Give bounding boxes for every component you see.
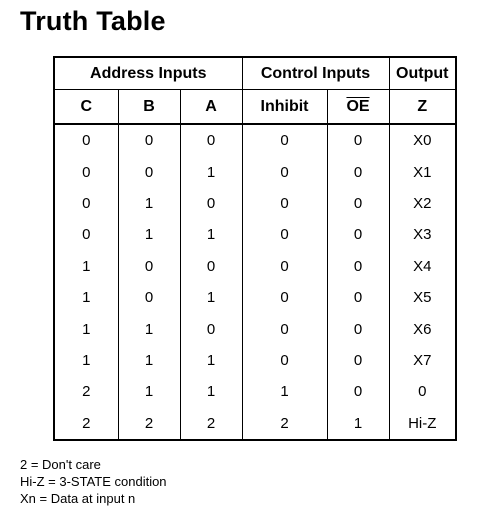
- table-row: [54, 376, 456, 407]
- cell-inhibit: 2: [242, 408, 327, 440]
- cell-a: 0: [180, 251, 242, 282]
- cell-z: X4: [389, 251, 456, 282]
- truth-table: [53, 56, 457, 441]
- cell-oe: 0: [327, 282, 389, 313]
- cell-c: 0: [54, 156, 118, 187]
- cell-b: 1: [118, 219, 180, 250]
- cell-c: 0: [54, 188, 118, 219]
- cell-z: X0: [389, 124, 456, 156]
- footnotes: [20, 456, 167, 507]
- cell-a: 2: [180, 408, 242, 440]
- column-header-a: A: [180, 90, 242, 125]
- column-header-inhibit: Inhibit: [242, 90, 327, 125]
- cell-z: X6: [389, 313, 456, 344]
- table-row: [54, 156, 456, 187]
- cell-a: 1: [180, 376, 242, 407]
- cell-b: 0: [118, 124, 180, 156]
- cell-a: 0: [180, 313, 242, 344]
- cell-c: 1: [54, 251, 118, 282]
- table-row: [54, 188, 456, 219]
- page-title: Truth Table: [20, 6, 166, 36]
- cell-z: X7: [389, 345, 456, 376]
- table-row: [54, 408, 456, 440]
- cell-z: X2: [389, 188, 456, 219]
- cell-a: 1: [180, 156, 242, 187]
- cell-z: X1: [389, 156, 456, 187]
- cell-a: 1: [180, 345, 242, 376]
- footnote-hi-z: Hi-Z = 3-STATE condition: [20, 474, 167, 489]
- cell-a: 1: [180, 219, 242, 250]
- cell-b: 2: [118, 408, 180, 440]
- column-header-oe: $\overline{OE}$: [327, 90, 389, 125]
- column-header-c: C: [54, 90, 118, 125]
- group-header-control-inputs: Control Inputs: [242, 57, 389, 90]
- cell-inhibit: 0: [242, 313, 327, 344]
- cell-b: 1: [118, 376, 180, 407]
- cell-b: 0: [118, 251, 180, 282]
- cell-inhibit: 0: [242, 156, 327, 187]
- cell-c: 1: [54, 282, 118, 313]
- cell-c: 1: [54, 313, 118, 344]
- cell-b: 1: [118, 345, 180, 376]
- table-row: [54, 251, 456, 282]
- cell-oe: 0: [327, 219, 389, 250]
- cell-b: 0: [118, 282, 180, 313]
- column-header-z: Z: [389, 90, 456, 125]
- cell-oe: 0: [327, 345, 389, 376]
- cell-oe: 0: [327, 251, 389, 282]
- cell-c: 1: [54, 345, 118, 376]
- table-row: [54, 124, 456, 156]
- cell-c: 0: [54, 219, 118, 250]
- cell-c: 2: [54, 376, 118, 407]
- cell-z: 0: [389, 376, 456, 407]
- cell-a: 1: [180, 282, 242, 313]
- cell-oe: 0: [327, 376, 389, 407]
- cell-b: 1: [118, 313, 180, 344]
- table-row: [54, 313, 456, 344]
- footnote-xn: Xn = Data at input n: [20, 491, 136, 506]
- footnote-dont-care: 2 = Don't care: [20, 457, 101, 472]
- cell-b: 1: [118, 188, 180, 219]
- cell-b: 0: [118, 156, 180, 187]
- group-header-address-inputs: Address Inputs: [54, 57, 242, 90]
- cell-oe: 0: [327, 124, 389, 156]
- cell-c: 2: [54, 408, 118, 440]
- column-header-b: B: [118, 90, 180, 125]
- table-row: [54, 282, 456, 313]
- cell-a: 0: [180, 124, 242, 156]
- cell-c: 0: [54, 124, 118, 156]
- table-row: [54, 345, 456, 376]
- cell-oe: 0: [327, 188, 389, 219]
- cell-inhibit: 0: [242, 282, 327, 313]
- cell-z: X3: [389, 219, 456, 250]
- cell-oe: 0: [327, 156, 389, 187]
- group-header-output: Output: [389, 57, 456, 90]
- cell-inhibit: 0: [242, 251, 327, 282]
- table-body: [54, 124, 456, 440]
- cell-inhibit: 1: [242, 376, 327, 407]
- cell-z: X5: [389, 282, 456, 313]
- cell-oe: 0: [327, 313, 389, 344]
- cell-z: Hi-Z: [389, 408, 456, 440]
- table-row: [54, 219, 456, 250]
- cell-a: 0: [180, 188, 242, 219]
- cell-inhibit: 0: [242, 219, 327, 250]
- cell-inhibit: 0: [242, 345, 327, 376]
- cell-oe: 1: [327, 408, 389, 440]
- cell-inhibit: 0: [242, 188, 327, 219]
- cell-inhibit: 0: [242, 124, 327, 156]
